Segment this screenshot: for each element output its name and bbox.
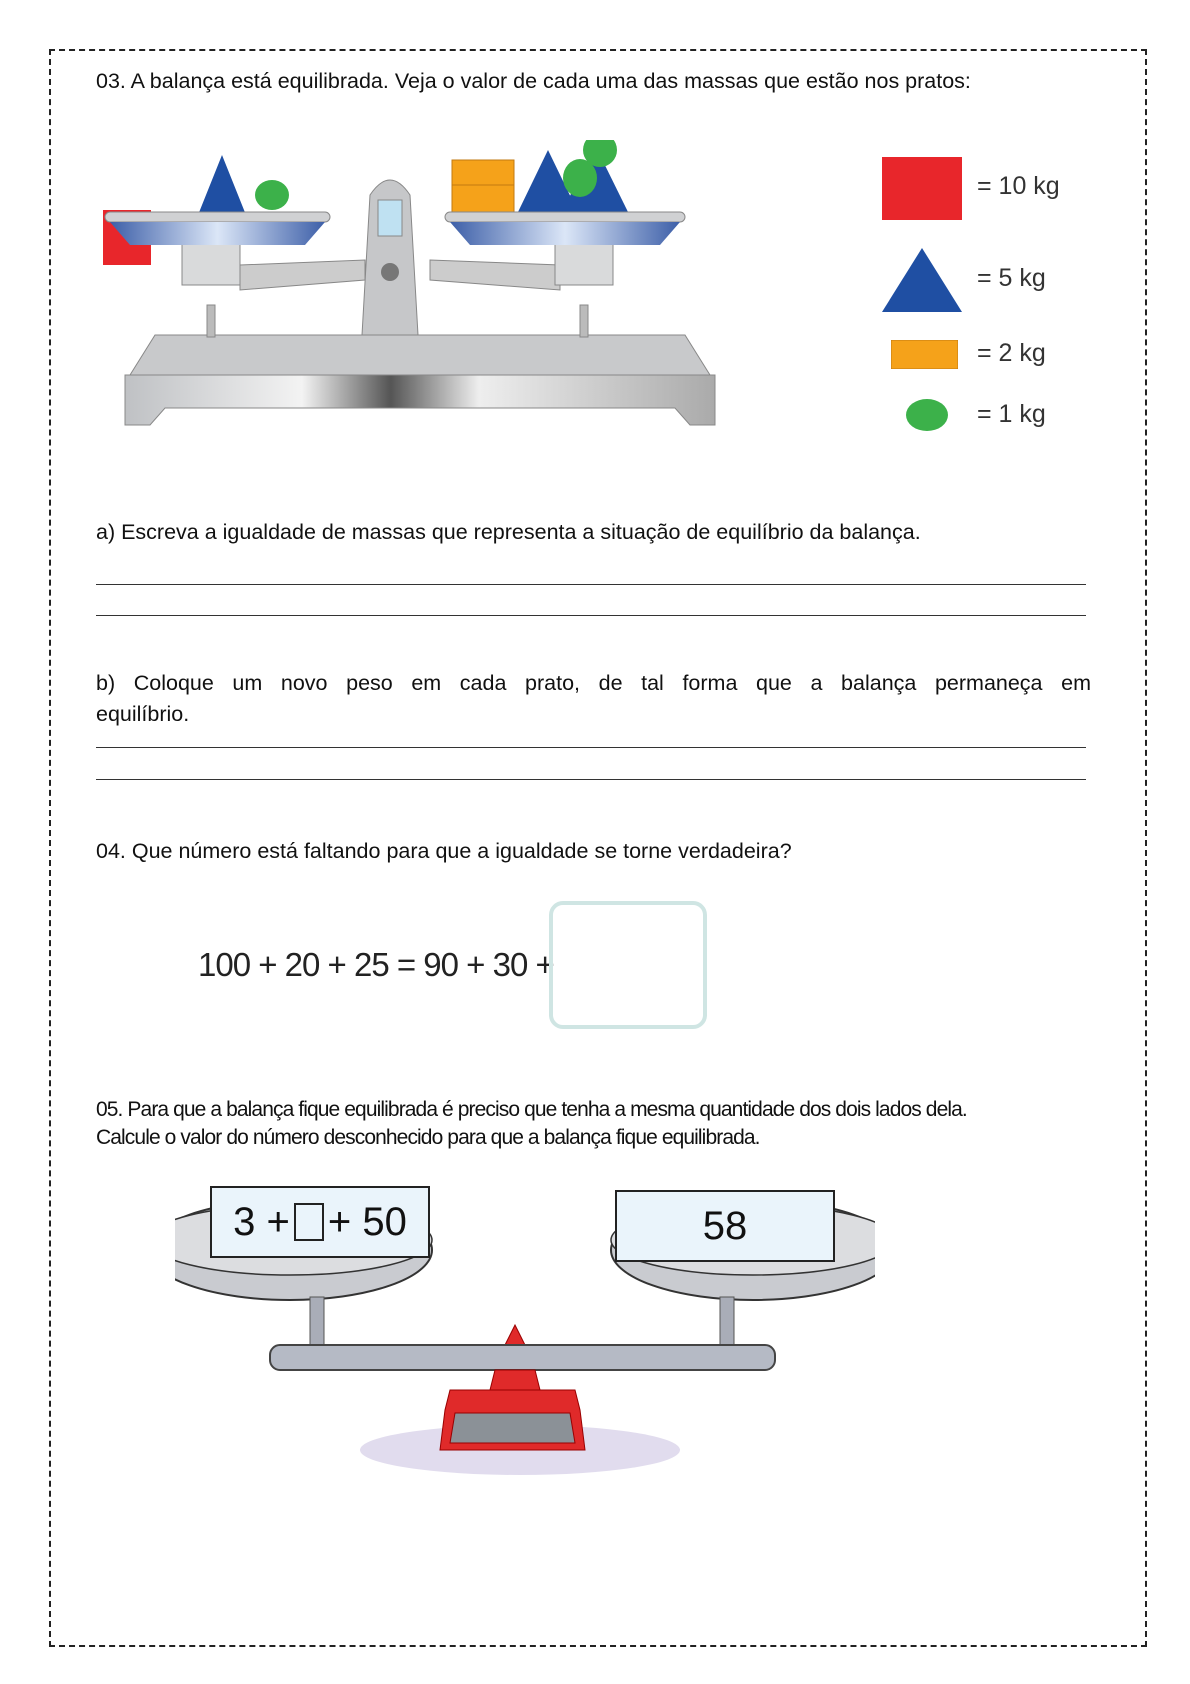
legend-1kg: = 1 kg — [977, 400, 1046, 428]
red-square-icon — [882, 157, 962, 220]
question-03b: b) Coloque um novo peso em cada prato, de tal forma que a balança permaneça em — [96, 671, 1091, 695]
question-05-line1: 05. Para que a balança fique equilibrada é preciso que tenha a mesma quantidade dos dois lados dela. — [96, 1098, 967, 1121]
balance-scale-illustration — [100, 140, 750, 440]
answer-line[interactable] — [96, 615, 1086, 616]
answer-line[interactable] — [96, 747, 1086, 748]
unknown-number-box[interactable] — [294, 1203, 324, 1241]
question-05-line2: Calcule o valor do número desconhecido para que a balança fique equilibrada. — [96, 1126, 760, 1149]
answer-line[interactable] — [96, 584, 1086, 585]
equation: 100 + 20 + 25 = 90 + 30 + — [198, 946, 554, 983]
orange-rectangle-icon — [891, 340, 958, 369]
missing-number-box[interactable] — [549, 901, 707, 1029]
legend-5kg: = 5 kg — [977, 264, 1046, 292]
right-pan-card — [615, 1190, 835, 1262]
blue-triangle-icon — [882, 248, 962, 312]
answer-line[interactable] — [96, 779, 1086, 780]
left-card-part2: + 50 — [327, 1199, 407, 1244]
question-04-title: 04. Que número está faltando para que a igualdade se torne verdadeira? — [96, 839, 792, 863]
legend-2kg: = 2 kg — [977, 339, 1046, 367]
left-card-part1: 3 + — [233, 1199, 290, 1244]
question-03-title: 03. A balança está equilibrada. Veja o valor de cada uma das massas que estão nos pratos: — [96, 69, 971, 93]
legend-10kg: = 10 kg — [977, 172, 1060, 200]
left-pan-card — [210, 1186, 430, 1258]
right-card-value: 58 — [702, 1203, 748, 1248]
question-03a: a) Escreva a igualdade de massas que representa a situação de equilíbrio da balança. — [96, 520, 921, 544]
question-03b-cont: equilíbrio. — [96, 702, 190, 726]
green-circle-icon — [905, 398, 949, 432]
